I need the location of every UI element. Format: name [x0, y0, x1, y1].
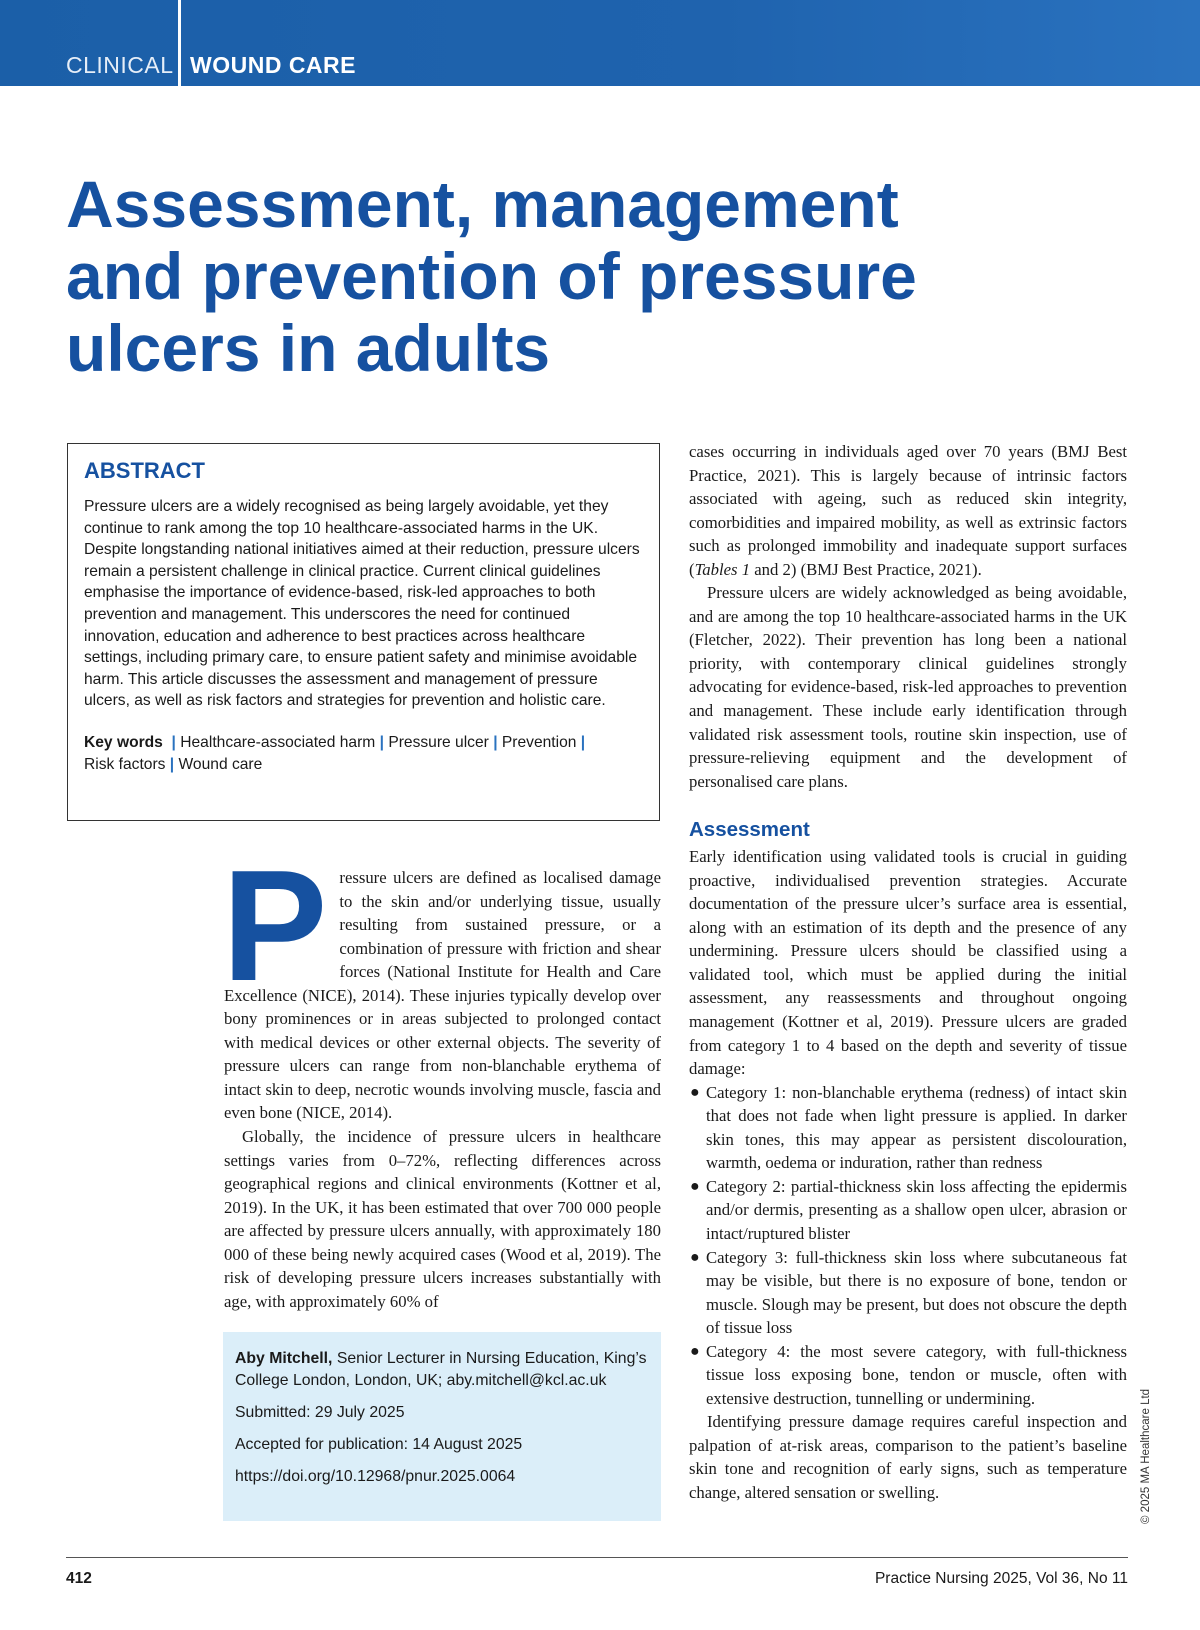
bullet-icon: ●: [690, 1083, 700, 1101]
keywords-label: Key words: [84, 733, 163, 751]
body-paragraph: [222, 838, 661, 1125]
author-name: Aby Mitchell,: [235, 1350, 333, 1367]
body-paragraph-text: cases occurring in individuals aged over 70 years (BMJ Best Practice, 2021). This is largely because of intrinsic factors associated with ageing, such as reduced skin integrity, comorbidities and impaired mobility, as well as extrinsic factors such as prolonged immobility and inadequate support surfaces (: [689, 442, 1127, 579]
section-heading-assessment: Assessment: [689, 818, 810, 842]
abstract-heading: ABSTRACT: [84, 458, 205, 483]
header-section-label: CLINICAL: [66, 52, 174, 78]
body-column-right: [689, 440, 1127, 1505]
keyword: Wound care: [178, 755, 263, 773]
body-paragraph: Early identification using validated tools is crucial in guiding proactive, individualised prevention strategies. Accurate documentation of the pressure ulcer’s surface area is essential, along with an estimation of its depth and the presence of any undermining. Pressure ulcers should be classified using a validated tool, which must be applied during the initial assessment, any reassessments and throughout ongoing management (Kottner et al, 2019). Pressure ulcers are graded from category 1 to 4 based on the depth and severity of tissue damage:: [689, 847, 1127, 1079]
body-paragraph: Identifying pressure damage requires careful inspection and palpation of at-risk areas, comparison to the patient’s baseline skin tone and recognition of early signs, such as temperature change, altered sensation or swelling.: [689, 1412, 1127, 1502]
list-item-text: Category 1: non-blanchable erythema (redness) of intact skin that does not fade when light pressure is applied. In darker skin tones, this may appear as persistent discolouration, warmth, oedema or induration, rather than redness: [706, 1082, 1127, 1173]
author-details: [235, 1348, 649, 1391]
keyword: Risk factors: [84, 755, 166, 773]
body-paragraph: Pressure ulcers are widely acknowledged as being avoidable, and are among the top 10 healthcare-associated harms in the UK (Fletcher, 2022). Their prevention has long been a national priority, with contemporary clinical guidelines strongly advocating for evidence-based, risk-led approaches to prevention and management. These include early identification through validated risk assessment tools, routine skin inspection, use of pressure-relieving equipment and the development of personalised care plans.: [689, 583, 1127, 791]
body-paragraph: [689, 440, 1127, 581]
submitted-date: Submitted: 29 July 2025: [235, 1404, 405, 1421]
keyword-separator: |: [379, 733, 389, 751]
keyword-separator: |: [167, 733, 181, 751]
copyright-notice: © 2025 MA Healthcare Ltd: [1140, 1388, 1152, 1524]
list-item: [689, 1081, 1127, 1175]
keywords: [84, 732, 643, 776]
author-affiliation: Senior Lecturer in Nursing Education, King’s College London, London, UK; aby.mitchell@kcl.ac.uk: [235, 1350, 647, 1389]
keyword: Pressure ulcer: [388, 733, 489, 751]
body-paragraph: Globally, the incidence of pressure ulcers in healthcare settings varies from 0–72%, reflecting differences across geographical regions and clinical environments (Kottner et al, 2019). In the UK, it has been estimated that over 700 000 people are affected by pressure ulcers annually, with approximately 180 000 of these being newly acquired cases (Wood et al, 2019). The risk of developing pressure ulcers increases substantially with age, with approximately 60% of: [224, 1127, 661, 1311]
list-item: [689, 1246, 1127, 1340]
doi-link[interactable]: https://doi.org/10.12968/pnur.2025.0064: [235, 1468, 516, 1485]
table-reference: Tables 1: [694, 559, 751, 579]
footer-divider: [66, 1557, 1128, 1558]
list-item-text: Category 2: partial-thickness skin loss affecting the epidermis and/or dermis, presenting as a shallow open ulcer, abrasion or intact/ruptured blister: [706, 1176, 1127, 1243]
accepted-date: Accepted for publication: 14 August 2025: [235, 1436, 523, 1453]
page-number: 412: [66, 1570, 92, 1587]
abstract-text: Pressure ulcers are a widely recognised as being largely avoidable, yet they continue to rank among the top 10 healthcare-associated harms in the UK. Despite longstanding national initiatives aimed at their reduction, pressure ulcers remain a persistent challenge in clinical practice. Current clinical guidelines emphasise the importance of evidence-based, risk-led approaches to both prevention and management. This underscores the need for continued innovation, education and adherence to best practices across healthcare settings, including primary care, to ensure patient safety and minimise avoidable harm. This article discusses the assessment and management of pressure ulcers, as well as risk factors and strategies for prevention and holistic care.: [84, 498, 640, 710]
keyword-separator: |: [169, 755, 179, 773]
body-column-left: [222, 838, 661, 1313]
list-item: [689, 1175, 1127, 1246]
list-item-text: Category 4: the most severe category, with full-thickness tissue loss exposing bone, tendon or muscle, often with extensive destruction, tunnelling or undermining.: [706, 1341, 1127, 1408]
keyword: Healthcare-associated harm: [180, 733, 376, 751]
bullet-icon: ●: [690, 1177, 700, 1195]
keyword: Prevention: [501, 733, 577, 751]
list-item-text: Category 3: full-thickness skin loss where subcutaneous fat may be visible, but there is no exposure of bone, tendon or muscle. Slough may be present, but does not obscure the depth of tissue loss: [706, 1247, 1127, 1338]
category-list: [689, 1081, 1127, 1411]
journal-reference: Practice Nursing 2025, Vol 36, No 11: [874, 1570, 1128, 1587]
header-divider: [178, 0, 181, 86]
article-title: Assessment, management and prevention of pressure ulcers in adults: [66, 167, 917, 385]
list-item: [689, 1340, 1127, 1411]
drop-cap: P: [222, 838, 328, 1014]
bullet-icon: ●: [690, 1342, 700, 1360]
abstract-box: [67, 443, 660, 821]
bullet-icon: ●: [690, 1248, 700, 1266]
author-info-box: [223, 1332, 661, 1521]
body-paragraph-text: and 2) (BMJ Best Practice, 2021).: [750, 559, 982, 579]
keyword-separator: |: [580, 733, 586, 751]
body-paragraph-text: ressure ulcers are defined as localised damage to the skin and/or underlying tissue, usually resulting from sustained pressure, or a combination of pressure with friction and shear forces (National Institute for Health and Care Excellence (NICE), 2014). These injuries typically develop over bony prominences or in areas subjected to prolonged contact with medical devices or other external objects. The severity of pressure ulcers can range from non-blanchable erythema of intact skin to deep, necrotic wounds involving muscle, fascia and even bone (NICE, 2014).: [224, 868, 661, 1123]
header-topic-label: WOUND CARE: [190, 52, 356, 78]
keyword-separator: |: [493, 733, 502, 751]
